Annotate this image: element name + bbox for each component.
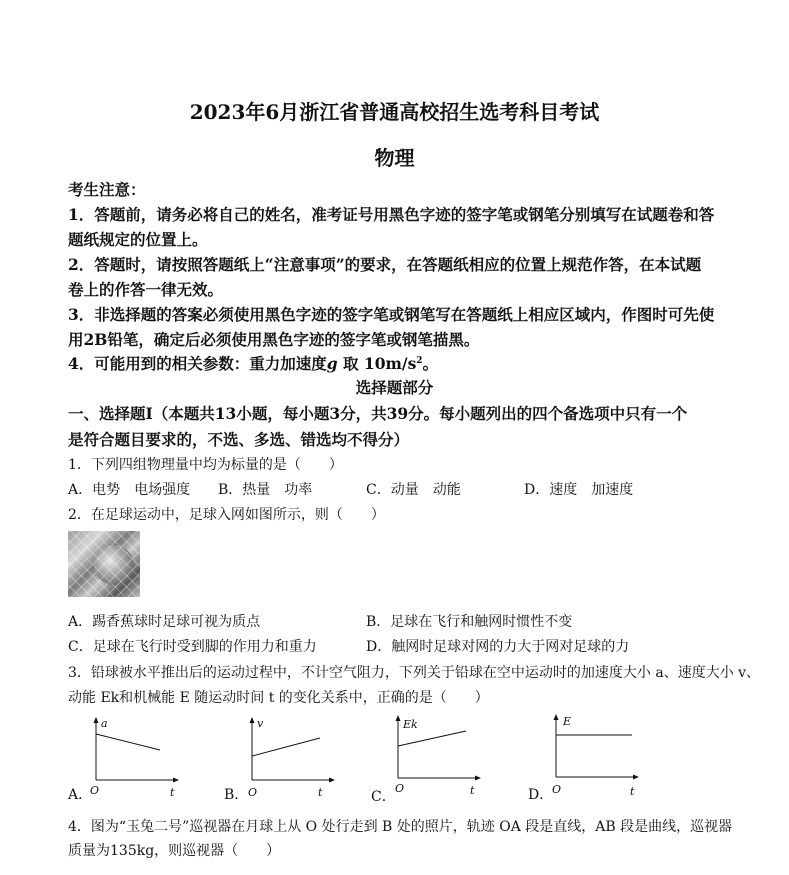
notice-item-4-end: 。	[422, 354, 439, 373]
graph-b-ylabel: v	[257, 717, 264, 730]
graph-a-line	[96, 734, 160, 750]
q2-stem: 2．在足球运动中，足球入网如图所示，则（ ）	[68, 507, 385, 523]
graph-c-origin: O	[395, 782, 405, 795]
q3-option-a-label: A．	[68, 787, 93, 803]
q2-option-a: A．踢香蕉球时足球可视为质点	[68, 614, 261, 630]
goal-net-image	[68, 531, 140, 597]
graph-c-line	[398, 731, 466, 746]
exam-title: 2023年6月浙江省普通高校招生选考科目考试	[189, 100, 600, 124]
notice-item-2-line-1: 2．答题时，请按照答题纸上“注意事项”的要求，在答题纸相应的位置上规范作答，在本试题	[68, 255, 702, 274]
q1-option-d: D．速度 加速度	[524, 482, 634, 498]
part-instructions-line-1: 一、选择题Ⅰ（本题共13小题，每小题3分，共39分。每小题列出的四个备选项中只有一个	[68, 404, 688, 423]
q1-option-c: C．动量 动能	[366, 482, 461, 498]
q3-stem-line-1: 3．铅球被水平推出后的运动过程中，不计空气阻力，下列关于铅球在空中运动时的加速度大小 a、速度大小 v、	[68, 665, 761, 681]
q3-graph-b	[240, 716, 340, 802]
q3-option-d-label: D．	[528, 787, 554, 803]
y-axis-arrow	[396, 715, 401, 721]
football-net-photo	[68, 531, 140, 597]
x-axis-arrow	[633, 775, 639, 780]
q3-graph-a	[84, 716, 184, 802]
q3-stem-line-2: 动能 Ek和机械能 E 随运动时间 t 的变化关系中，正确的是（ ）	[68, 690, 489, 706]
x-axis-arrow	[475, 776, 481, 781]
notice-item-4-suffix: 取 10m/s	[337, 354, 417, 373]
section-title: 选择题部分	[355, 378, 434, 397]
y-axis-arrow	[94, 717, 99, 723]
q3-graph-d	[544, 713, 644, 799]
x-axis-arrow	[329, 778, 335, 783]
notice-item-4-prefix: 4．可能用到的相关参数：重力加速度	[68, 354, 327, 373]
notice-heading: 考生注意：	[68, 180, 146, 199]
q2-option-b: B．足球在飞行和触网时惯性不变	[366, 614, 573, 630]
graph-b-xlabel: t	[318, 786, 323, 799]
q1-option-a: A．电势 电场强度	[68, 482, 191, 498]
y-axis-arrow	[554, 714, 559, 720]
q3-option-c-label: C．	[371, 789, 396, 805]
notice-item-3-line-1: 3．非选择题的答案必须使用黑色字迹的签字笔或钢笔写在答题纸上相应区域内，作图时可先使	[68, 305, 715, 324]
graph-b-origin: O	[248, 786, 258, 799]
notice-item-4-sup: 2	[416, 355, 423, 366]
graph-d-ylabel: E	[563, 715, 572, 728]
graph-a-origin: O	[90, 784, 100, 797]
notice-item-1-line-1: 1．答题前，请务必将自己的姓名，准考证号用黑色字迹的签字笔或钢笔分别填写在试题卷和答	[68, 205, 715, 224]
q3-option-b-label: B．	[224, 787, 249, 803]
q4-stem-line-2: 质量为135kg，则巡视器（ ）	[68, 843, 281, 859]
graph-d-xlabel: t	[630, 785, 635, 798]
q1-option-b: B．热量 功率	[218, 482, 313, 498]
q3-graph-c	[386, 714, 486, 800]
graph-d-origin: O	[552, 783, 562, 796]
graph-c-ylabel: Ek	[403, 718, 418, 731]
q2-option-d: D．触网时足球对网的力大于网对足球的力	[366, 639, 630, 655]
graph-a-xlabel: t	[170, 786, 175, 799]
part-instructions-line-2: 是符合题目要求的，不选、多选、错选均不得分）	[68, 430, 410, 449]
y-axis-arrow	[250, 717, 255, 723]
q1-stem: 1．下列四组物理量中均为标量的是（ ）	[68, 457, 343, 473]
notice-item-4-var: g	[326, 354, 338, 373]
q4-stem-line-1: 4．图为“玉兔二号”巡视器在月球上从 O 处行走到 B 处的照片，轨迹 OA 段是直线，AB 段是曲线，巡视器	[68, 819, 733, 835]
graph-b-line	[252, 738, 320, 756]
notice-item-2-line-2: 卷上的作答一律无效。	[68, 280, 224, 299]
q2-option-c: C．足球在飞行时受到脚的作用力和重力	[68, 639, 317, 655]
graph-a-ylabel: a	[101, 717, 108, 730]
graph-c-xlabel: t	[470, 784, 475, 797]
x-axis-arrow	[173, 778, 179, 783]
notice-item-1-line-2: 题纸规定的位置上。	[68, 230, 208, 249]
notice-item-4	[68, 352, 438, 374]
notice-item-3-line-2: 用2B铅笔，确定后必须使用黑色字迹的签字笔或钢笔描黑。	[68, 330, 480, 349]
subject-title: 物理	[374, 146, 415, 170]
